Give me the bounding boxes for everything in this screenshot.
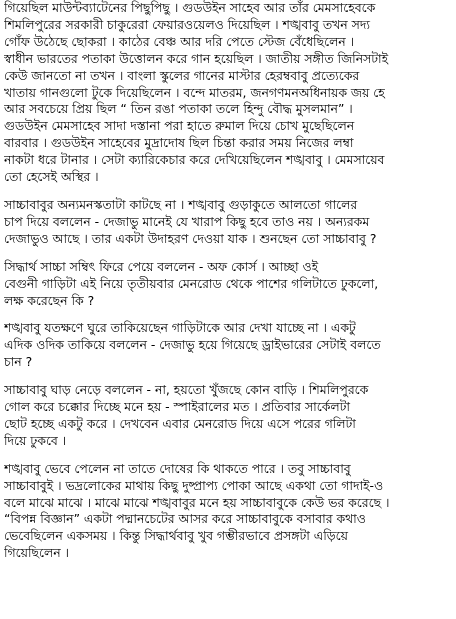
paragraph — [4, 197, 454, 248]
text-line: বারবার । গুডউইন সাহেবের মুদ্রাদোষ ছিল চিন্তা করার সময় নিজের লম্বা — [4, 135, 354, 151]
text-line: গোল করে চক্কোর দিচ্ছে মনে হয় - স্পাইরালের মত । প্রতিবার সার্কেলটা — [4, 399, 350, 415]
text-line: সাচ্চাবাবুই । ভদ্রলোকের মাথায় কিছু দুষ্প্রাপ্য পোকা আছে একথা তো গাদাই-ও — [4, 477, 384, 493]
text-line: শিমলিপুরের সরকারী চাকুরেরা ফেয়ারওয়েলও দিয়েছিল । শঙ্খবাবু তখন সদ্য — [4, 16, 370, 32]
text-line: ছোট হচ্ছে একটু করে । দেখবেন এবার মেনরোড দিয়ে এসে পরের গলিটা — [4, 415, 356, 431]
paragraph — [4, 382, 454, 450]
text-line: আর সবচেয়ে প্রিয় ছিল “ তিন রঙা পতাকা তলে হিন্দু বৌদ্ধ মুসলমান” । — [4, 101, 353, 117]
paragraph — [4, 320, 454, 371]
text-line: গোঁফ উঠেছে ছোকরা । কাঠের বেঞ্চ আর দরি পেতে স্টেজ বেঁধেছিলেন । — [4, 33, 355, 49]
text-line: শঙ্খবাবু যতক্ষণে ঘুরে তাকিয়েছেন গাড়িটাকে আর দেখা যাচ্ছে না । একটু — [4, 320, 356, 336]
document-page — [4, 0, 454, 573]
text-line: ভেবেছিলেন একসময় । কিন্তু সিদ্ধার্থবাবু খুব গম্ভীরভাবে প্রসঙ্গটা এড়িয়ে — [4, 528, 348, 544]
paragraph — [4, 461, 454, 562]
text-line: লক্ষ করেছেন কি ? — [4, 292, 95, 308]
paragraph — [4, 0, 454, 186]
text-line: গিয়েছিলেন । — [4, 545, 69, 561]
text-line: বেগুনী গাড়িটা এই নিয়ে তৃতীয়বার মেনরোড থেকে পাশের গলিটাতে ঢুকলো, — [4, 275, 379, 291]
text-line: বলে মাঝে মাঝে । মাঝে মাঝে শঙ্খবাবুর মনে হয় সাচ্চাবাবুকে কেউ ভর করেছে । — [4, 494, 390, 510]
text-line: নাকটা ধরে টানার । সেটা ক্যারিকেচার করে দেখিয়েছিলেন শঙ্খবাবু । মেমসায়েব — [4, 152, 385, 168]
text-line: চাপ দিয়ে বললেন - দেজাভু মানেই যে খারাপ কিছু হবে তাও নয় । অন্যরকম — [4, 213, 370, 229]
text-line: গিয়েছিল মাউন্টব্যাটেনের পিছুপিছু । গুডউইন সাহেব আর তাঁর মেমসাহেবকে — [4, 0, 376, 15]
text-line: কেউ জানতো না তখন । বাংলা স্কুলের গানের মাস্টার হেরম্ববাবু প্রত্যেকের — [4, 67, 360, 83]
text-line: সাচ্চাবাবুর অন্যমনস্কতাটা কাটছে না । শঙ্খবাবু গুড়াকুতে আলতো গালের — [4, 196, 358, 212]
text-line: সিদ্ধার্থ সাচ্চা সম্বিৎ ফিরে পেয়ে বললেন - অফ কোর্স । আচ্ছা ওই — [4, 258, 319, 274]
text-line: চান ? — [4, 354, 33, 370]
text-line: দেজাভুও আছে । তার একটা উদাহরণ দেওয়া যাক । শুনছেন তো সাচ্চাবাবু ? — [4, 230, 377, 246]
paragraph — [4, 259, 454, 310]
text-line: সাচ্চাবাবু ঘাড় নেড়ে বললেন - না, হয়তো খুঁজছে কোন বাড়ি । শিমলিপুরকে — [4, 382, 369, 398]
text-line: দিয়ে ঢুকবে । — [4, 432, 67, 448]
text-line: স্বাধীন ভারতের পতাকা উত্তোলন করে গান হয়েছিল । জাতীয় সঙ্গীত জিনিসটাই — [4, 50, 389, 66]
text-line: খাতায় গানগুলো টুকে দিয়েছিলেন । বন্দে মাতরম, জনগণমনঅধিনায়ক জয় হে — [4, 84, 385, 100]
text-line: “বিপন্ন বিজ্ঞান” একটা পদ্মানচেটের আসর করে সাচ্চাবাবুকে বসাবার কথাও — [4, 511, 366, 527]
text-line: এদিক ওদিক তাকিয়ে বললেন - দেজাভু হয়ে গিয়েছে ড্রাইভারের সেটাই বলতে — [4, 337, 381, 353]
text-line: তো হেসেই অস্থির । — [4, 169, 99, 185]
text-line: শঙ্খবাবু ভেবে পেলেন না তাতে দোষের কি থাকতে পারে । তবু সাচ্চাবাবু — [4, 460, 351, 476]
text-line: গুডউইন মেমসাহেব সাদা দস্তানা পরা হাতে রুমাল দিয়ে চোখ মুছেছিলেন — [4, 118, 355, 134]
